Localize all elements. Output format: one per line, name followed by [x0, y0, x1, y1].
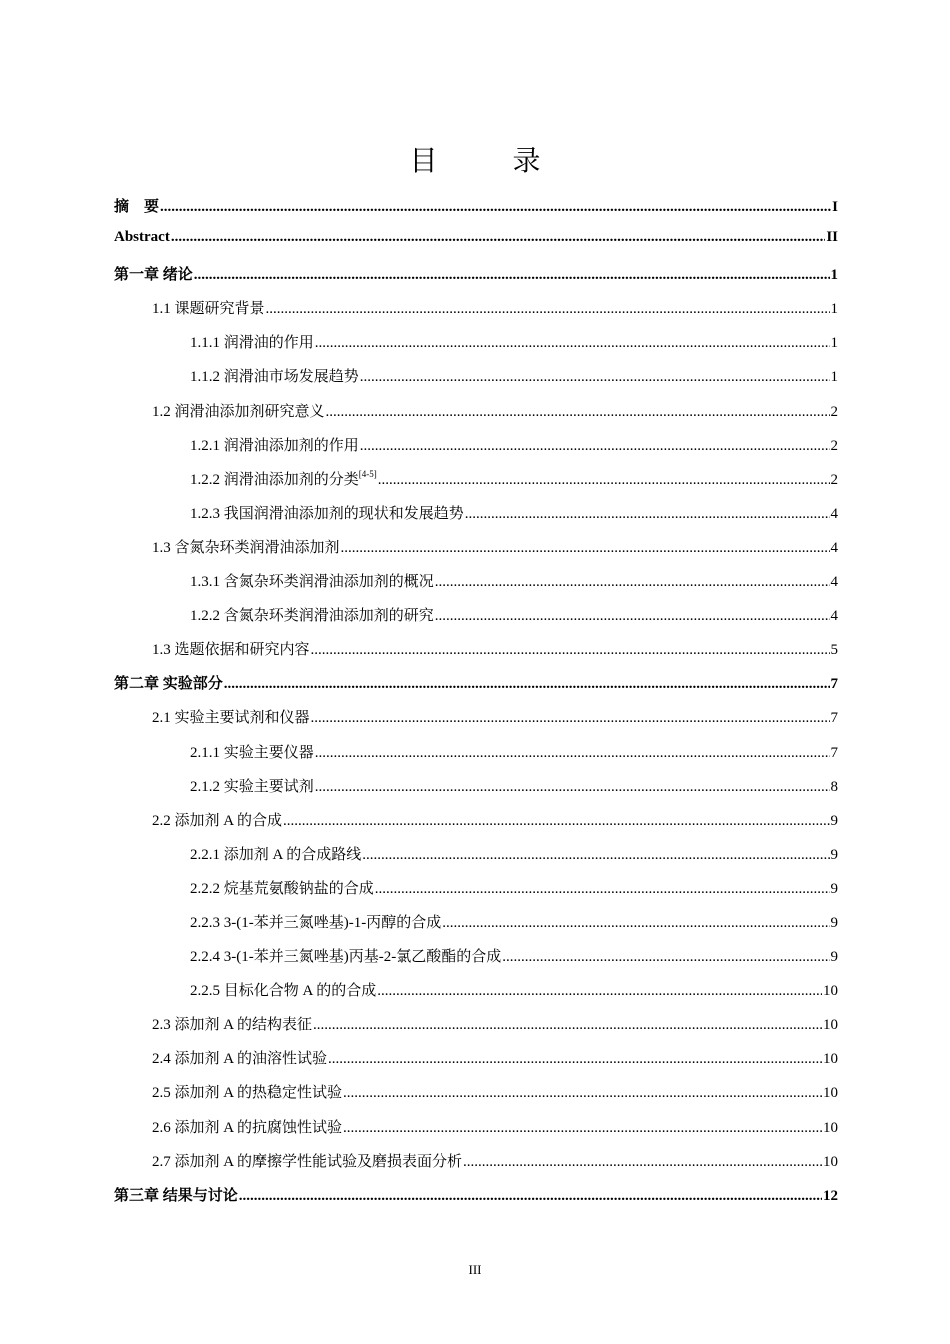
toc-entry-text: 1.2.2 润滑油添加剂的分类 — [190, 471, 359, 488]
toc-entry-text: 1.1.2 润滑油市场发展趋势 — [190, 369, 359, 386]
toc-entry-page: 7 — [830, 710, 838, 727]
toc-entry[interactable] — [114, 638, 838, 672]
toc-entry[interactable] — [114, 1013, 838, 1047]
toc-entry-page: 4 — [830, 539, 838, 556]
dot-leader — [315, 779, 830, 796]
toc-entry-page: 9 — [830, 880, 838, 897]
toc-entry[interactable] — [114, 536, 838, 570]
toc-entry[interactable] — [114, 1047, 838, 1081]
toc-entry-label — [190, 911, 441, 932]
dot-leader — [239, 1188, 822, 1205]
toc-entry-page: 10 — [823, 1153, 838, 1170]
toc-entry-label — [152, 1081, 342, 1102]
dot-leader — [326, 404, 830, 421]
toc-entry-text: 1.3.1 含氮杂环类润滑油添加剂的概况 — [190, 574, 434, 591]
toc-entry-label — [190, 331, 314, 352]
toc-entry[interactable] — [114, 672, 838, 706]
dot-leader — [328, 1051, 822, 1068]
toc-entry[interactable] — [114, 775, 838, 809]
toc-entry[interactable] — [114, 911, 838, 945]
toc-entry-text: 2.2.4 3-(1-苯并三氮唑基)丙基-2-氯乙酸酯的合成 — [190, 949, 502, 966]
toc-entry-page: 4 — [830, 505, 838, 522]
toc-entry[interactable] — [114, 229, 838, 263]
toc-entry-page: 10 — [823, 1051, 838, 1068]
toc-entry-label — [152, 400, 325, 421]
toc-entry-page: 2 — [830, 471, 838, 488]
dot-leader — [502, 949, 829, 966]
citation-superscript: [4-5] — [358, 468, 377, 479]
toc-entry[interactable] — [114, 570, 838, 604]
toc-entry-label — [152, 297, 265, 318]
toc-entry-page: 2 — [830, 437, 838, 454]
toc-entry-text: 1.2.3 我国润滑油添加剂的现状和发展趋势 — [190, 505, 464, 522]
dot-leader — [378, 472, 830, 489]
toc-entry-page: 9 — [830, 846, 838, 863]
toc-entry-text: 2.2 添加剂 A 的合成 — [152, 812, 283, 829]
dot-leader — [375, 881, 830, 898]
toc-entry-page: 2 — [830, 403, 838, 420]
dot-leader — [360, 438, 830, 455]
toc-entry-page: 7 — [830, 676, 838, 693]
toc-entry[interactable] — [114, 843, 838, 877]
toc-entry[interactable] — [114, 1116, 838, 1150]
dot-leader — [171, 229, 825, 246]
toc-entry-page: 10 — [823, 1017, 838, 1034]
toc-entry-page: 10 — [823, 1119, 838, 1136]
toc-entry-label — [152, 1047, 327, 1068]
toc-entry-text: 2.2.3 3-(1-苯并三氮唑基)-1-丙醇的合成 — [190, 914, 442, 931]
toc-entry-page: 1 — [830, 335, 838, 352]
toc-entry-text: 2.7 添加剂 A 的摩擦学性能试验及磨损表面分析 — [152, 1153, 463, 1170]
toc-entry-text: 摘 要 — [114, 199, 160, 215]
toc-entry-label — [190, 741, 314, 762]
dot-leader — [435, 574, 830, 591]
toc-entry-page: 12 — [823, 1187, 838, 1204]
toc-entry-text: 2.1.2 实验主要试剂 — [190, 778, 314, 795]
toc-entry[interactable] — [114, 365, 838, 399]
toc-entry[interactable] — [114, 502, 838, 536]
toc-entry[interactable] — [114, 604, 838, 638]
toc-entry-label — [190, 604, 434, 625]
dot-leader — [377, 983, 822, 1000]
toc-entry-label — [114, 1184, 238, 1205]
toc-entry-label — [190, 365, 359, 386]
toc-entry-label — [114, 229, 170, 246]
toc-entry-text: 1.1.1 润滑油的作用 — [190, 335, 314, 352]
toc-entry-label — [190, 434, 359, 455]
toc-entry-label — [190, 945, 501, 966]
dot-leader — [362, 847, 829, 864]
toc-entry-text: 1.1 课题研究背景 — [152, 301, 265, 318]
toc-entry-page: 7 — [830, 744, 838, 761]
toc-entry-text: 2.2.5 目标化合物 A 的的合成 — [190, 983, 377, 1000]
toc-entry-text: 1.2 润滑油添加剂研究意义 — [152, 403, 325, 420]
dot-leader — [313, 1017, 822, 1034]
dot-leader — [465, 506, 830, 523]
toc-entry-label — [190, 877, 374, 898]
page-title: 目 录 — [409, 146, 575, 177]
dot-leader — [343, 1120, 822, 1137]
toc-entry-label — [152, 1116, 342, 1137]
toc-entry-text: 1.2.2 含氮杂环类润滑油添加剂的研究 — [190, 608, 434, 625]
toc-entry-text: 2.3 添加剂 A 的结构表征 — [152, 1017, 313, 1034]
toc-entry-text: 2.5 添加剂 A 的热稳定性试验 — [152, 1085, 343, 1102]
table-of-contents — [114, 195, 838, 1218]
toc-entry-text: 2.1 实验主要试剂和仪器 — [152, 710, 310, 727]
dot-leader — [315, 745, 830, 762]
toc-entry-label — [152, 1150, 462, 1171]
toc-entry-label — [152, 638, 310, 659]
dot-leader — [266, 301, 830, 318]
dot-leader — [160, 199, 831, 216]
toc-entry[interactable] — [114, 979, 838, 1013]
dot-leader — [311, 642, 830, 659]
toc-entry-page: 1 — [830, 301, 838, 318]
toc-entry[interactable] — [114, 434, 838, 468]
toc-entry-text: 2.2.2 烷基荒氨酸钠盐的合成 — [190, 880, 374, 897]
toc-entry-label — [190, 570, 434, 591]
toc-entry-text: 1.3 选题依据和研究内容 — [152, 642, 310, 659]
toc-entry-page: 1 — [830, 369, 838, 386]
toc-entry[interactable] — [114, 945, 838, 979]
toc-entry-label — [190, 468, 377, 489]
dot-leader — [442, 915, 829, 932]
toc-entry-page: 9 — [830, 812, 838, 829]
toc-entry[interactable] — [114, 195, 838, 229]
dot-leader — [224, 676, 830, 693]
toc-entry-label — [190, 775, 314, 796]
toc-entry-text: 2.6 添加剂 A 的抗腐蚀性试验 — [152, 1119, 343, 1136]
toc-entry-text: 第二章 实验部分 — [114, 676, 223, 693]
toc-entry[interactable] — [114, 400, 838, 434]
toc-entry[interactable] — [114, 468, 838, 502]
dot-leader — [315, 335, 830, 352]
toc-entry-text: Abstract — [114, 229, 170, 246]
toc-entry-page: 4 — [830, 574, 838, 591]
toc-entry-label — [114, 263, 193, 284]
toc-entry-page: 1 — [830, 267, 838, 284]
toc-entry-label — [190, 979, 376, 1000]
dot-leader — [360, 369, 830, 386]
toc-entry-text: 第三章 结果与讨论 — [114, 1187, 238, 1204]
toc-entry-page: 8 — [830, 778, 838, 795]
dot-leader — [463, 1154, 822, 1171]
toc-entry[interactable] — [114, 877, 838, 911]
toc-entry-label — [114, 195, 159, 216]
toc-entry[interactable] — [114, 741, 838, 775]
toc-entry-page: 9 — [830, 914, 838, 931]
toc-entry-text: 2.2.1 添加剂 A 的合成路线 — [190, 846, 362, 863]
toc-entry-text: 2.4 添加剂 A 的油溶性试验 — [152, 1051, 328, 1068]
toc-entry[interactable] — [114, 1184, 838, 1218]
toc-entry-text: 1.2.1 润滑油添加剂的作用 — [190, 437, 359, 454]
toc-entry-page: 5 — [830, 642, 838, 659]
toc-entry-label — [152, 706, 310, 727]
toc-entry-text: 2.1.1 实验主要仪器 — [190, 744, 314, 761]
toc-entry[interactable] — [114, 1150, 838, 1184]
toc-entry[interactable] — [114, 263, 838, 297]
toc-entry-label — [190, 843, 361, 864]
toc-entry-page: 10 — [823, 1085, 838, 1102]
dot-leader — [311, 710, 830, 727]
toc-entry-label — [152, 1013, 312, 1034]
toc-entry[interactable] — [114, 1081, 838, 1115]
toc-entry[interactable] — [114, 706, 838, 740]
toc-entry-label — [152, 536, 340, 557]
dot-leader — [341, 540, 830, 557]
toc-entry-text: 第一章 绪论 — [114, 267, 193, 284]
toc-entry-page: 4 — [830, 608, 838, 625]
toc-entry-label — [190, 502, 464, 523]
toc-entry[interactable] — [114, 331, 838, 365]
toc-entry-page: II — [826, 229, 838, 246]
dot-leader — [343, 1085, 822, 1102]
page-number: III — [468, 1262, 482, 1277]
toc-entry-page: 9 — [830, 949, 838, 966]
toc-entry-text: 1.3 含氮杂环类润滑油添加剂 — [152, 539, 340, 556]
dot-leader — [194, 267, 830, 284]
toc-entry[interactable] — [114, 297, 838, 331]
toc-entry-page: I — [832, 199, 838, 215]
toc-entry-page: 10 — [823, 983, 838, 1000]
toc-entry-label — [152, 809, 282, 830]
dot-leader — [435, 608, 830, 625]
toc-entry-label — [114, 672, 223, 693]
toc-entry[interactable] — [114, 809, 838, 843]
dot-leader — [283, 813, 829, 830]
